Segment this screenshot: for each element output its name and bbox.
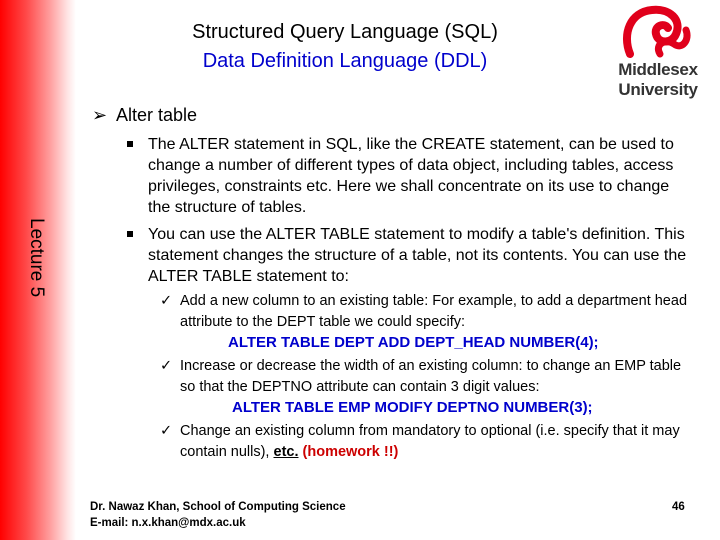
footer-email: E-mail: n.x.khan@mdx.ac.uk [90, 517, 246, 529]
sub-point [160, 291, 700, 333]
sub-point-text: Add a new column to an existing table: For example, to add a department head attribute to the DEPT table we could specify: [180, 293, 688, 330]
square-bullet-icon [127, 141, 133, 147]
bullet-point [127, 224, 692, 287]
main-heading [92, 105, 197, 126]
lecture-label: Lecture 5 [26, 218, 47, 298]
bullet-point-text: The ALTER statement in SQL, like the CREATE statement, can be used to change a number of different types of data object, including tables, access privileges, constraints etc. Here we shall concentrate on its use to change the structure of tables. [148, 136, 674, 216]
checkmark-icon: ✓ [160, 358, 173, 374]
slide-subtitle: Data Definition Language (DDL) [202, 50, 488, 72]
sub-point-text-start: Change an existing column from mandatory to optional (i.e. specify that it may contain nulls), [180, 423, 680, 460]
homework-note: (homework !!) [302, 444, 399, 460]
arrow-bullet-icon: ➢ [92, 105, 108, 125]
sub-point-text [180, 421, 700, 463]
footer-author: Dr. Nawaz Khan, School of Computing Science [90, 501, 346, 513]
bullet-point [127, 134, 692, 218]
checkmark-icon: ✓ [160, 293, 173, 309]
logo-text-line1: Middlesex [618, 60, 698, 79]
main-heading-text: Alter table [116, 105, 198, 125]
slide-title: Structured Query Language (SQL) [192, 21, 498, 43]
sub-point [160, 356, 700, 398]
logo-text-line2: University [618, 80, 698, 99]
sql-example: ALTER TABLE EMP MODIFY DEPTNO NUMBER(3); [232, 399, 593, 416]
etc-link: etc. [273, 444, 299, 460]
footer [90, 499, 346, 531]
page-number: 46 [672, 501, 685, 513]
bullet-point-text: You can use the ALTER TABLE statement to modify a table's definition. This statement changes the structure of a table, not its contents. You can use the ALTER TABLE statement to: [148, 226, 687, 285]
logo-mark-icon [620, 4, 694, 64]
university-logo [608, 4, 708, 102]
checkmark-icon: ✓ [160, 423, 173, 439]
square-bullet-icon [127, 231, 133, 237]
sub-point [160, 421, 700, 463]
sql-example: ALTER TABLE DEPT ADD DEPT_HEAD NUMBER(4); [228, 334, 599, 351]
sub-point-text: Increase or decrease the width of an existing column: to change an EMP table so that the DEPTNO attribute can contain 3 digit values: [180, 358, 682, 395]
